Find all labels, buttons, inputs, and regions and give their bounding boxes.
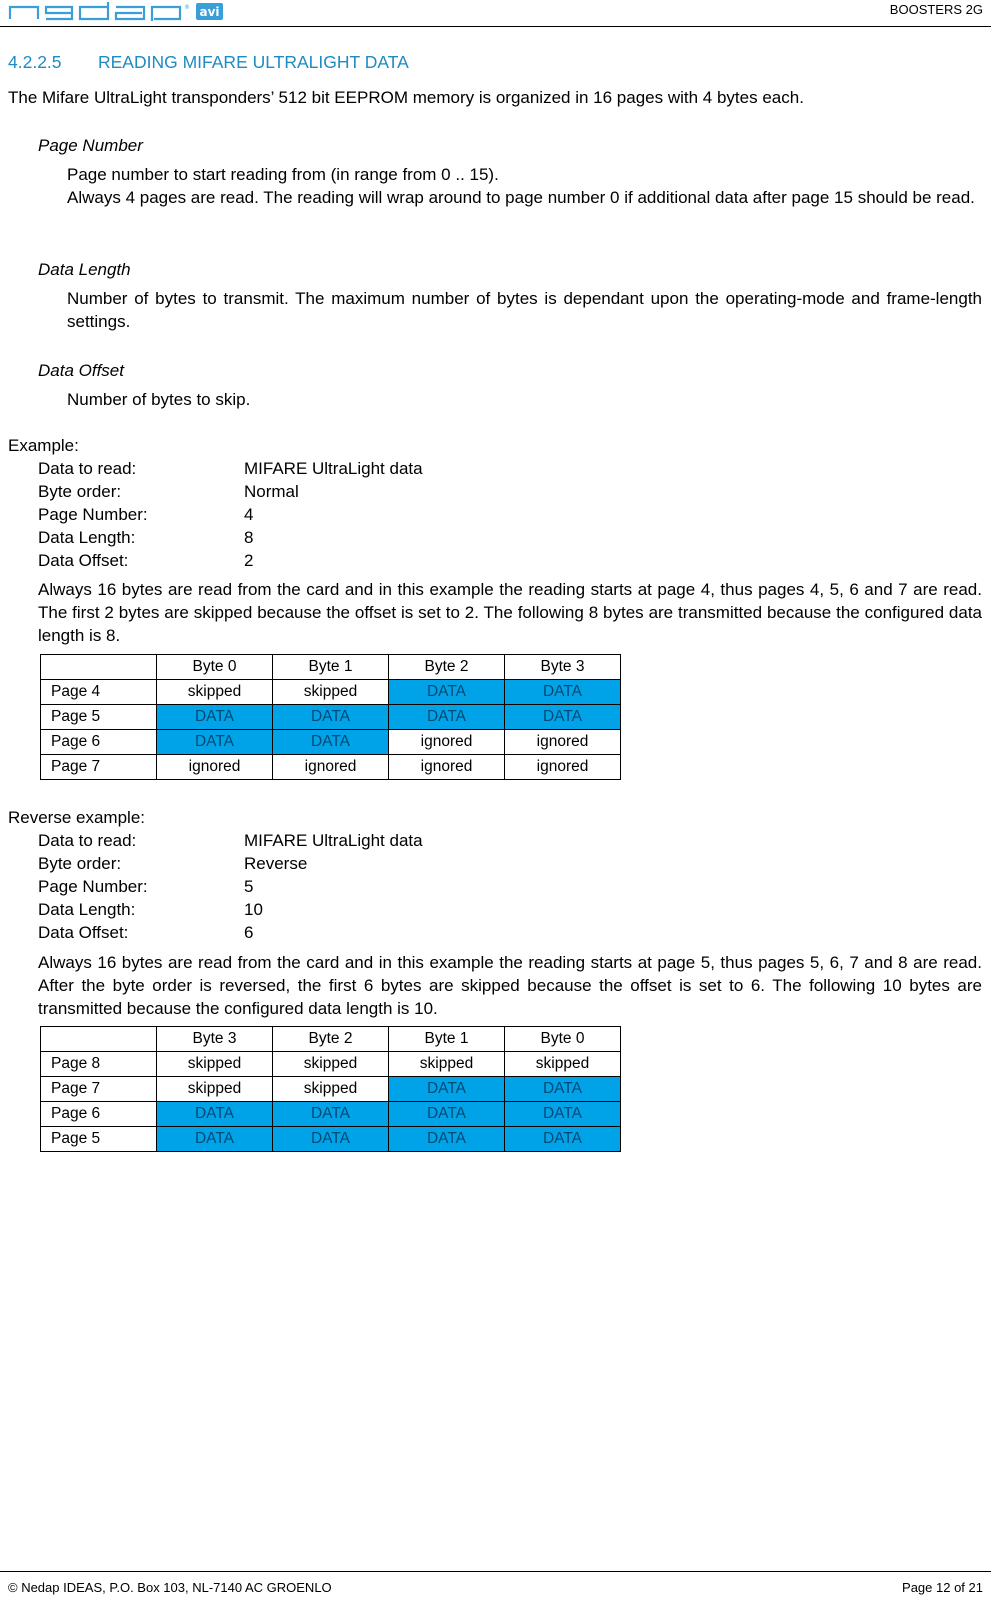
param-desc-line: Page number to start reading from (in range from 0 .. 15). [67, 165, 499, 184]
intro-paragraph: The Mifare UltraLight transponders’ 512 bit EEPROM memory is organized in 16 pages with 4 bytes each. [8, 88, 804, 107]
table-row [41, 1127, 621, 1152]
field-label: Data to read: [38, 831, 137, 850]
nedap-avi-logo [8, 1, 223, 21]
row-label-cell: Page 8 [41, 1052, 157, 1077]
table-header-row [41, 655, 621, 680]
page-number: Page 12 of 21 [902, 1580, 983, 1595]
document-id: BOOSTERS 2G [889, 2, 983, 17]
byte-cell: DATA [505, 705, 621, 730]
field-label: Byte order: [38, 854, 122, 873]
table-header-cell: Byte 1 [273, 655, 389, 680]
byte-cell: DATA [273, 1102, 389, 1127]
table-header-cell [41, 655, 157, 680]
example-byte-table [40, 654, 621, 780]
field-value: 6 [244, 923, 254, 942]
svg-text:avi: avi [199, 5, 220, 19]
param-term-data-length: Data Length [38, 260, 131, 279]
byte-cell: DATA [389, 705, 505, 730]
byte-cell: DATA [157, 1102, 273, 1127]
example-title: Example: [8, 436, 79, 455]
byte-cell: ignored [389, 755, 505, 780]
param-desc-data-length [67, 287, 982, 333]
byte-cell: DATA [157, 730, 273, 755]
byte-cell: skipped [157, 1052, 273, 1077]
byte-cell: DATA [505, 1102, 621, 1127]
byte-cell: DATA [273, 705, 389, 730]
byte-cell: DATA [389, 680, 505, 705]
table-header-cell: Byte 2 [273, 1027, 389, 1052]
row-label-cell: Page 7 [41, 755, 157, 780]
byte-cell: ignored [273, 755, 389, 780]
table-header-cell: Byte 1 [389, 1027, 505, 1052]
field-label: Data Length: [38, 900, 136, 919]
field-row [38, 829, 538, 852]
table-header-row [41, 1027, 621, 1052]
table-header-cell: Byte 3 [157, 1027, 273, 1052]
field-label: Data Offset: [38, 923, 129, 942]
byte-cell: DATA [273, 1127, 389, 1152]
section-heading [8, 52, 409, 73]
byte-cell: ignored [505, 755, 621, 780]
byte-cell: ignored [389, 730, 505, 755]
row-label-cell: Page 7 [41, 1077, 157, 1102]
field-row [38, 898, 538, 921]
example-fields [38, 457, 538, 572]
byte-cell: skipped [389, 1052, 505, 1077]
row-label-cell: Page 4 [41, 680, 157, 705]
field-value: Normal [244, 482, 299, 501]
row-label-cell: Page 6 [41, 730, 157, 755]
page-header [0, 0, 991, 27]
row-label-cell: Page 6 [41, 1102, 157, 1127]
field-value: Reverse [244, 854, 308, 873]
row-label-cell: Page 5 [41, 705, 157, 730]
param-desc-line: Always 4 pages are read. The reading will wrap around to page number 0 if additional data after page 15 should be read. [67, 188, 975, 207]
field-value: MIFARE UltraLight data [244, 459, 423, 478]
field-row [38, 921, 538, 944]
table-row [41, 1052, 621, 1077]
example-explanation: Always 16 bytes are read from the card and in this example the reading starts at page 4, thus pages 4, 5, 6 and 7 are read. The first 2 bytes are skipped because the offset is set to 2. The following 8 bytes are transmitted because the configured data length is 8. [38, 580, 982, 645]
byte-cell: DATA [157, 705, 273, 730]
byte-cell: skipped [273, 1077, 389, 1102]
byte-cell: DATA [505, 1077, 621, 1102]
field-value: 10 [244, 900, 263, 919]
table-header-cell: Byte 2 [389, 655, 505, 680]
reverse-byte-table [40, 1026, 621, 1152]
table-row [41, 755, 621, 780]
field-label: Data to read: [38, 459, 137, 478]
field-value: 8 [244, 528, 254, 547]
byte-cell: DATA [389, 1102, 505, 1127]
section-title: READING MIFARE ULTRALIGHT DATA [98, 52, 409, 72]
table-row [41, 1102, 621, 1127]
table-row [41, 705, 621, 730]
table-header-cell [41, 1027, 157, 1052]
byte-cell: skipped [157, 680, 273, 705]
byte-cell: DATA [389, 1077, 505, 1102]
byte-cell: DATA [389, 1127, 505, 1152]
field-label: Data Offset: [38, 551, 129, 570]
section-number: 4.2.2.5 [8, 52, 62, 72]
footer-address: © Nedap IDEAS, P.O. Box 103, NL-7140 AC GROENLO [8, 1580, 332, 1595]
field-label: Page Number: [38, 505, 148, 524]
byte-cell: DATA [273, 730, 389, 755]
field-value: MIFARE UltraLight data [244, 831, 423, 850]
field-row [38, 875, 538, 898]
field-row [38, 526, 538, 549]
field-row [38, 457, 538, 480]
byte-cell: skipped [157, 1077, 273, 1102]
table-row [41, 680, 621, 705]
byte-cell: skipped [273, 680, 389, 705]
byte-cell: skipped [273, 1052, 389, 1077]
table-header-cell: Byte 0 [505, 1027, 621, 1052]
field-label: Byte order: [38, 482, 122, 501]
field-label: Data Length: [38, 528, 136, 547]
param-desc-data-offset [67, 388, 982, 411]
page-footer [0, 1571, 991, 1600]
byte-cell: DATA [157, 1127, 273, 1152]
reverse-example-fields [38, 829, 538, 944]
param-term-data-offset: Data Offset [38, 361, 124, 380]
svg-text:®: ® [184, 4, 190, 11]
byte-cell: ignored [505, 730, 621, 755]
row-label-cell: Page 5 [41, 1127, 157, 1152]
table-header-cell: Byte 3 [505, 655, 621, 680]
byte-cell: DATA [505, 680, 621, 705]
byte-cell: skipped [505, 1052, 621, 1077]
field-value: 2 [244, 551, 254, 570]
field-row [38, 549, 538, 572]
param-desc-page-number [67, 163, 982, 209]
param-term-page-number: Page Number [38, 136, 143, 155]
field-row [38, 503, 538, 526]
field-row [38, 852, 538, 875]
param-desc-line: Number of bytes to skip. [67, 390, 251, 409]
table-row [41, 730, 621, 755]
param-desc-line: Number of bytes to transmit. The maximum number of bytes is dependant upon the operating-mode and frame-length settings. [67, 289, 982, 331]
field-row [38, 480, 538, 503]
byte-cell: ignored [157, 755, 273, 780]
reverse-example-title: Reverse example: [8, 808, 146, 827]
field-value: 4 [244, 505, 254, 524]
reverse-example-explanation: Always 16 bytes are read from the card and in this example the reading starts at page 5, thus pages 5, 6, 7 and 8 are read. After the byte order is reversed, the first 6 bytes are skipped because the offset is set to 6. The following 10 bytes are transmitted because the configured data length is 10. [38, 953, 982, 1018]
table-header-cell: Byte 0 [157, 655, 273, 680]
table-row [41, 1077, 621, 1102]
field-value: 5 [244, 877, 254, 896]
field-label: Page Number: [38, 877, 148, 896]
byte-cell: DATA [505, 1127, 621, 1152]
